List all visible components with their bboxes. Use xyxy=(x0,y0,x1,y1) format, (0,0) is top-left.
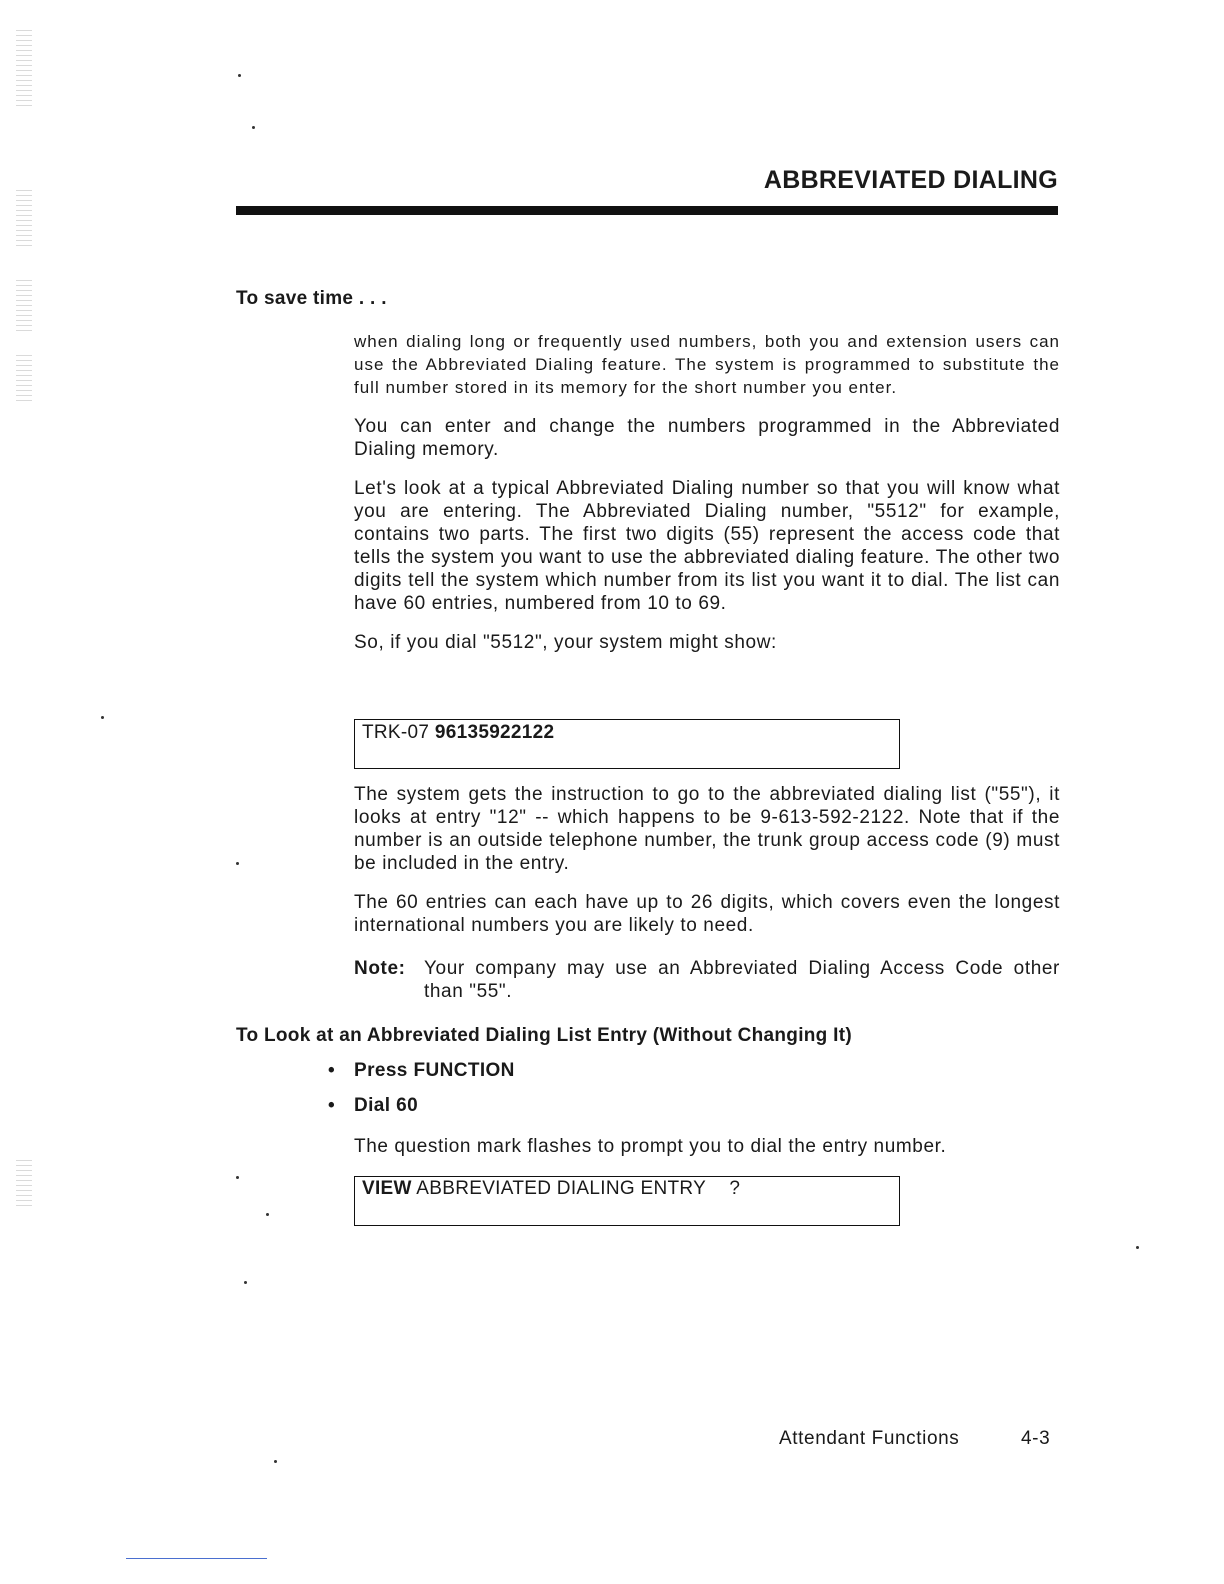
step-text: Dial 60 xyxy=(354,1095,419,1116)
paragraph-system-gets: The system gets the instruction to go to the abbreviated dialing list ("55"), it looks at entry "12" -- which happens to be 9-613-592-2122. Note that if the number is an outside telephone number, the trunk group access code (9) must be included in the entry. xyxy=(354,784,1060,874)
footer-page-number: 4-3 xyxy=(1021,1428,1051,1449)
scan-noise xyxy=(16,1160,32,1210)
step-text: Press FUNCTION xyxy=(354,1060,515,1081)
scan-speck xyxy=(238,74,241,77)
scan-noise xyxy=(16,30,32,110)
scan-speck xyxy=(252,126,255,129)
note-block xyxy=(354,957,1060,1003)
scan-speck xyxy=(266,1213,269,1216)
scan-speck xyxy=(274,1460,277,1463)
footer-section-name: Attendant Functions xyxy=(779,1428,960,1449)
section-heading-look-at-entry: To Look at an Abbreviated Dialing List Entry (Without Changing It) xyxy=(236,1025,852,1046)
scan-noise xyxy=(16,355,32,405)
explanation-body xyxy=(354,783,1060,953)
note-text: Your company may use an Abbreviated Dialing Access Code other than "55". xyxy=(424,958,1060,1002)
scan-speck xyxy=(1136,1246,1139,1249)
paragraph-so-if: So, if you dial "5512", your system might show: xyxy=(354,632,777,653)
display-trunk-readout xyxy=(354,719,900,769)
display-dialed-number: 96135922122 xyxy=(434,722,555,743)
step-description xyxy=(354,1135,1060,1174)
paragraph-intro: when dialing long or frequently used numbers, both you and extension users can use the Abbreviated Dialing feature. The system is programmed to substitute the full number stored in its memory for the short number you enter. xyxy=(354,332,1060,397)
bullet-icon: • xyxy=(328,1095,336,1116)
display-view-keyword: VIEW xyxy=(362,1178,412,1199)
display-view-entry xyxy=(354,1176,900,1226)
section-heading-save-time: To save time . . . xyxy=(236,288,387,309)
scan-line xyxy=(126,1558,267,1559)
paragraph-typical: Let's look at a typical Abbreviated Dialing number so that you will know what you are entering. The Abbreviated Dialing number, "5512" for example, contains two parts. The first two digits (55) represent the access code that tells the system you want to use the abbreviated dialing feature. The other two digits tell the system which number from its list you want it to dial. The list can have 60 entries, numbered from 10 to 69. xyxy=(354,478,1060,614)
display-trunk-label: TRK-07 xyxy=(362,722,430,743)
paragraph-question-mark: The question mark flashes to prompt you to dial the entry number. xyxy=(354,1136,947,1157)
scan-noise xyxy=(16,190,32,250)
paragraph-change: You can enter and change the numbers programmed in the Abbreviated Dialing memory. xyxy=(354,416,1060,460)
scan-speck xyxy=(101,716,104,719)
scan-speck xyxy=(244,1281,247,1284)
step-dial-60 xyxy=(328,1095,418,1117)
paragraph-60-entries: The 60 entries can each have up to 26 digits, which covers even the longest international numbers you are likely to need. xyxy=(354,892,1060,936)
scan-speck xyxy=(236,862,239,865)
bullet-icon: • xyxy=(328,1060,336,1081)
scan-speck xyxy=(236,1176,239,1179)
scan-noise xyxy=(16,280,32,335)
intro-body xyxy=(354,330,1060,670)
note-label: Note: xyxy=(354,958,406,979)
step-press-function xyxy=(328,1060,515,1082)
title-rule xyxy=(236,206,1058,215)
display-prompt: ? xyxy=(729,1178,741,1199)
page-title: ABBREVIATED DIALING xyxy=(763,166,1058,194)
display-view-text: ABBREVIATED DIALING ENTRY xyxy=(416,1178,706,1199)
